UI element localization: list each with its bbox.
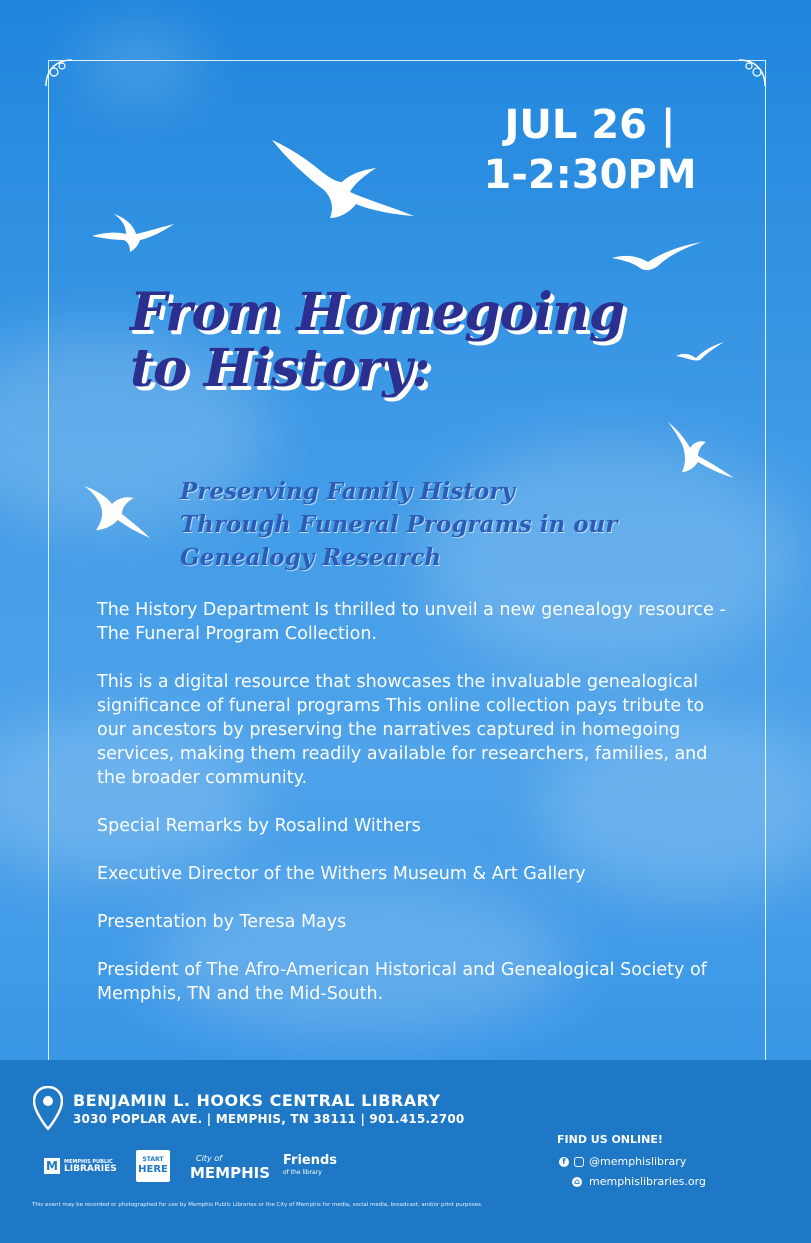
title-line: to History: bbox=[130, 338, 430, 399]
home-icon: ⌂ bbox=[572, 1177, 582, 1187]
event-title bbox=[130, 282, 690, 399]
library-name: BENJAMIN L. HOOKS CENTRAL LIBRARY bbox=[73, 1091, 441, 1110]
instagram-icon bbox=[574, 1157, 584, 1167]
speaker-title: President of The Afro-American Historical and Genealogical Society of Memphis, TN and the Mid-South. bbox=[97, 960, 707, 1004]
event-subtitle bbox=[180, 475, 650, 574]
footer bbox=[0, 1060, 811, 1243]
description-paragraph: The History Department Is thrilled to unveil a new genealogy resource - The Funeral Program Collection. bbox=[97, 600, 726, 644]
library-address: 3030 POPLAR AVE. | MEMPHIS, TN 38111 | 901.415.2700 bbox=[73, 1112, 465, 1126]
logo-text: START bbox=[142, 1156, 164, 1163]
library-logo-icon: M bbox=[44, 1158, 60, 1174]
bird-icon bbox=[92, 214, 174, 252]
speaker-remarks: Special Remarks by Rosalind Withers bbox=[97, 816, 421, 836]
map-pin-icon bbox=[33, 1086, 63, 1130]
logo-text: City of bbox=[196, 1154, 222, 1163]
logo-text: Friends bbox=[283, 1153, 338, 1168]
social-handle: @memphislibrary bbox=[589, 1155, 687, 1168]
friends-of-the-library-logo[interactable] bbox=[283, 1155, 337, 1179]
logo-text: of the library bbox=[283, 1169, 322, 1176]
bird-icon bbox=[668, 422, 734, 478]
speaker-presentation: Presentation by Teresa Mays bbox=[97, 912, 347, 932]
logo-text: LIBRARIES bbox=[64, 1163, 117, 1174]
bird-icon bbox=[612, 240, 702, 272]
logo-text: HERE bbox=[138, 1164, 168, 1175]
logo-text: MEMPHIS PUBLIC bbox=[64, 1158, 113, 1165]
social-handle-link[interactable] bbox=[559, 1155, 686, 1168]
speaker-title: Executive Director of the Withers Museum & Art Gallery bbox=[97, 864, 586, 884]
bird-icon bbox=[272, 138, 414, 220]
event-date bbox=[455, 100, 725, 200]
subtitle-line: Preserving Family History bbox=[180, 478, 515, 505]
memphis-public-libraries-logo[interactable] bbox=[44, 1158, 117, 1174]
subtitle-line: Through Funeral Programs in our bbox=[180, 511, 618, 538]
website-url: memphislibraries.org bbox=[589, 1175, 706, 1188]
subtitle-line: Genealogy Research bbox=[180, 544, 442, 571]
description-paragraph: This is a digital resource that showcases the invaluable genealogical significance of funeral programs This online collection pays tribute to our ancestors by preserving the narratives captured in homegoing services, making them readily available for researchers, families, and the broader community. bbox=[97, 672, 708, 788]
event-time-line: 1-2:30PM bbox=[483, 152, 697, 198]
start-here-logo[interactable] bbox=[136, 1150, 170, 1182]
bird-icon bbox=[84, 484, 150, 538]
website-link[interactable] bbox=[572, 1175, 706, 1188]
logo-text: MEMPHIS bbox=[190, 1164, 271, 1182]
corner-ornament-icon bbox=[42, 56, 76, 90]
city-of-memphis-logo[interactable] bbox=[190, 1152, 270, 1180]
facebook-icon: f bbox=[559, 1157, 569, 1167]
corner-ornament-icon bbox=[735, 56, 769, 90]
find-us-online-label: FIND US ONLINE! bbox=[557, 1133, 663, 1146]
event-date-line: JUL 26 | bbox=[504, 102, 676, 148]
disclaimer-text: This event may be recorded or photographed for use by Memphis Public Libraries or the City of Memphis for media, social media, broadcast, and/or print purposes. bbox=[32, 1202, 483, 1208]
event-description bbox=[97, 598, 727, 1030]
title-line: From Homegoing bbox=[130, 282, 625, 343]
